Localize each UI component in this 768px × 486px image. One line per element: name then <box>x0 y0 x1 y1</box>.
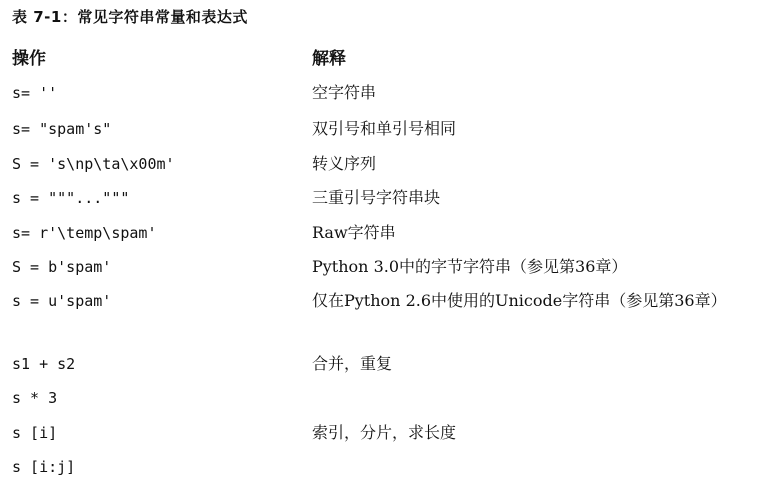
operation-cell: s [i:j] <box>12 458 76 476</box>
operation-cell: s [i] <box>12 424 58 442</box>
table-caption: 表 7-1：常见字符串常量和表达式 <box>12 8 248 26</box>
operation-cell: s1 + s2 <box>12 355 76 373</box>
explanation-cell: 双引号和单引号相同 <box>312 119 457 138</box>
explanation-cell: 合并，重复 <box>312 354 393 373</box>
explanation-cell: Python 3.0中的字节字符串（参见第36章） <box>312 257 628 276</box>
explanation-cell: 仅在Python 2.6中使用的Unicode字符串（参见第36章） <box>312 291 727 310</box>
operation-cell: s = u'spam' <box>12 292 112 310</box>
operation-cell: s = """...""" <box>12 189 130 207</box>
explanation-cell: 空字符串 <box>312 83 377 102</box>
operation-cell: s= '' <box>12 84 58 102</box>
explanation-cell: 三重引号字符串块 <box>312 188 441 207</box>
explanation-cell: 索引，分片，求长度 <box>312 423 457 442</box>
column-header-explanation: 解释 <box>312 49 346 69</box>
explanation-cell: Raw字符串 <box>312 223 396 242</box>
operation-cell: s= r'\temp\spam' <box>12 224 157 242</box>
operation-cell: S = b'spam' <box>12 258 112 276</box>
explanation-cell: 转义序列 <box>312 154 377 173</box>
operation-cell: s * 3 <box>12 389 58 407</box>
operation-cell: s= "spam's" <box>12 120 112 138</box>
column-header-operation: 操作 <box>12 49 46 69</box>
operation-cell: S = 's\np\ta\x00m' <box>12 155 175 173</box>
